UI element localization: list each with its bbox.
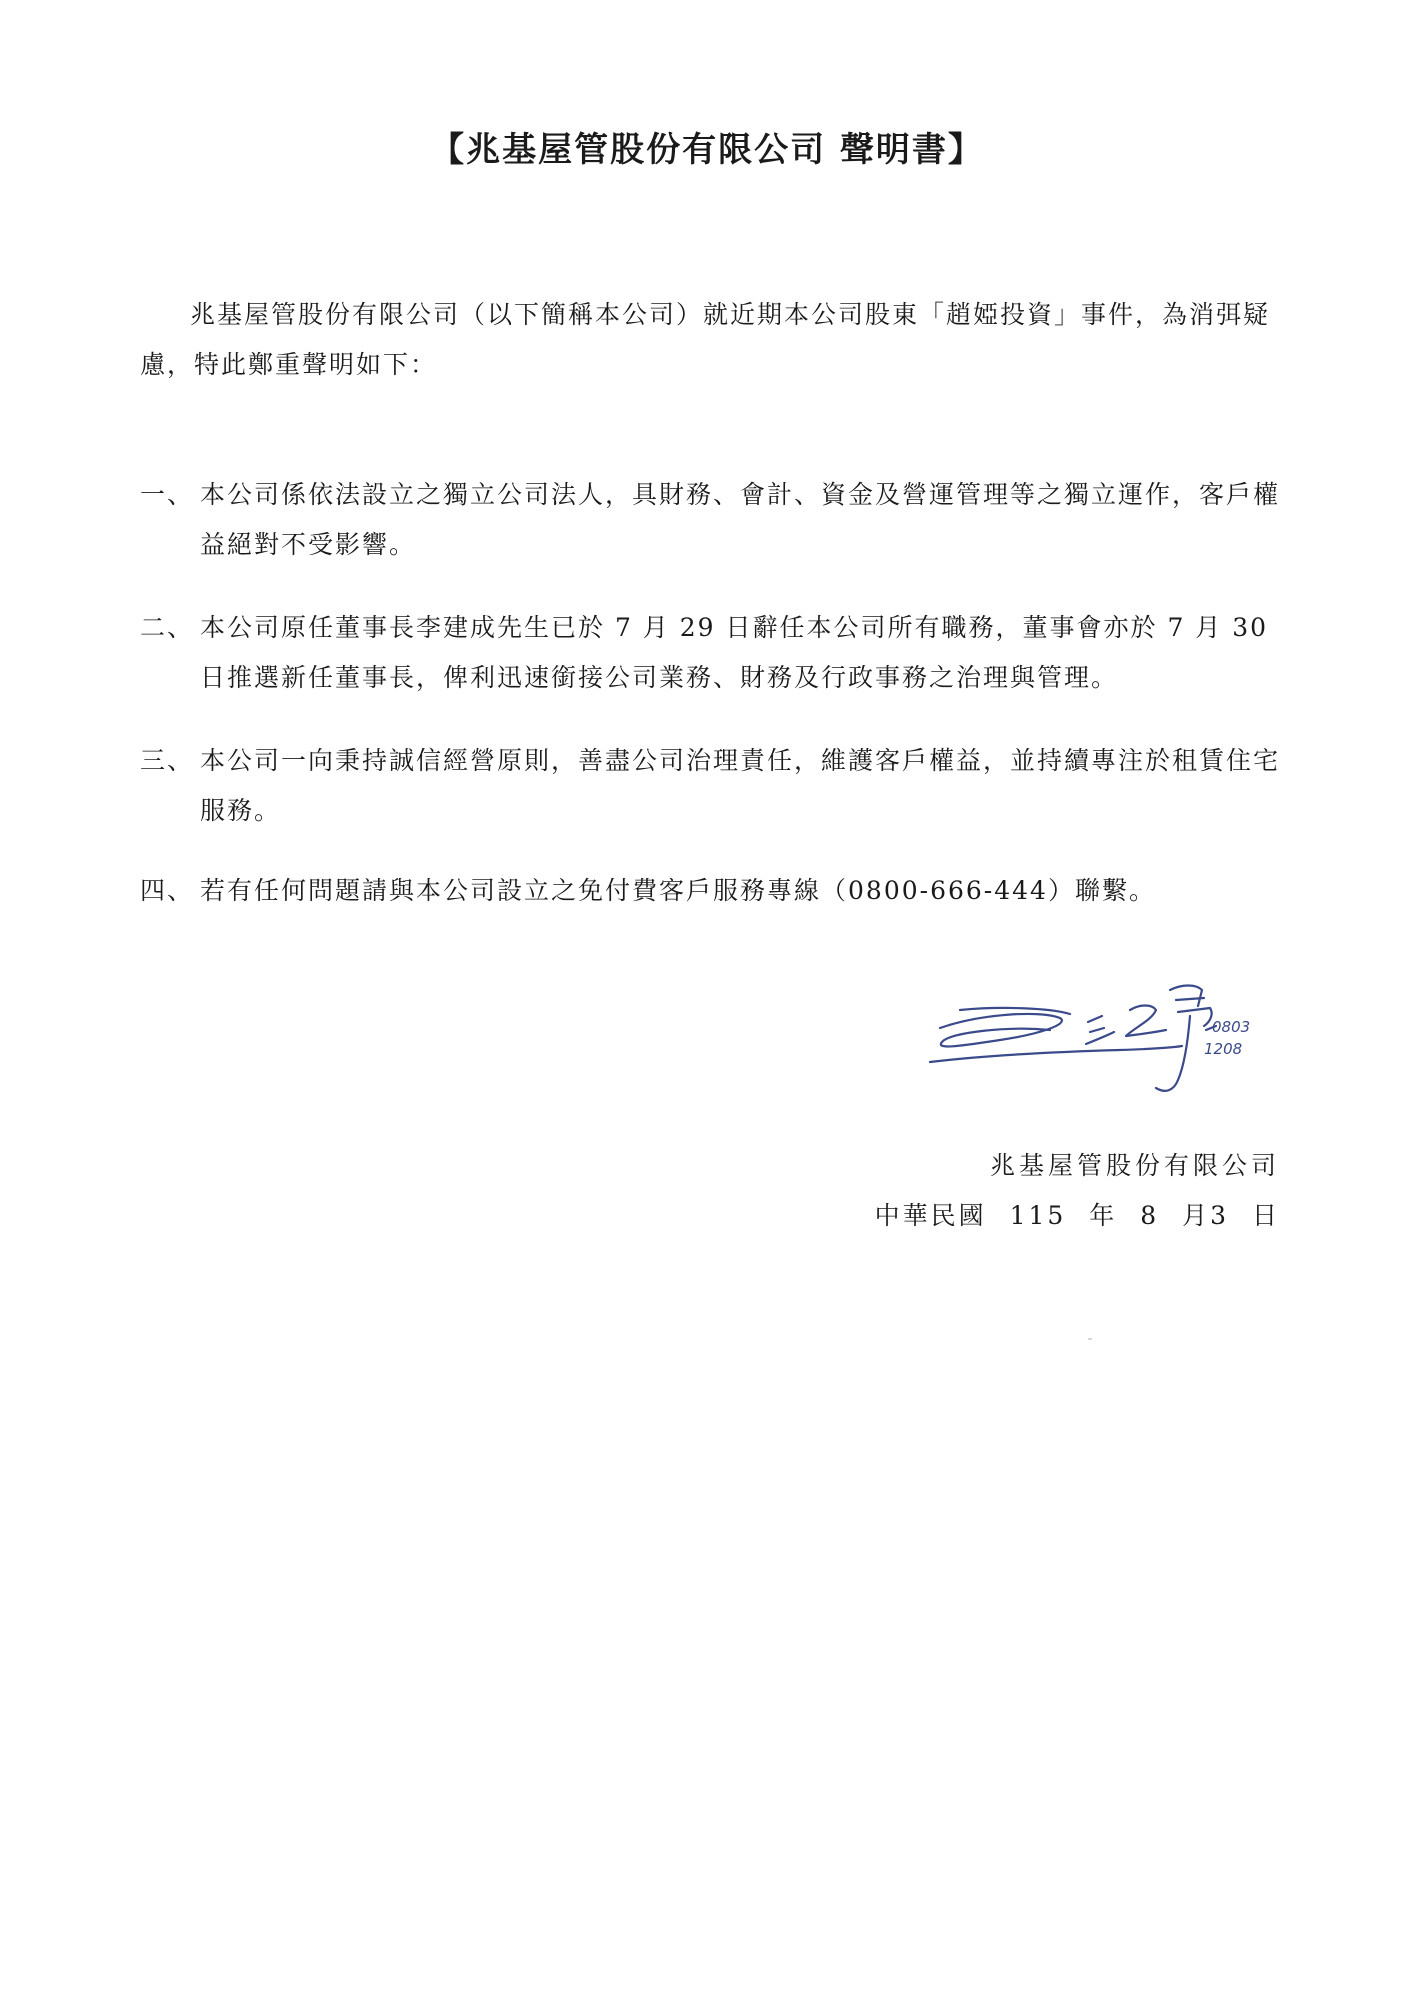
clause-number: 二、 xyxy=(140,613,195,642)
signatory-company: 兆基屋管股份有限公司 xyxy=(989,1151,1280,1180)
clause-3 xyxy=(140,736,1280,836)
clause-text: 若有任何問題請與本公司設立之免付費客戶服務專線（0800-666-444）聯繫。 xyxy=(200,876,1156,905)
clause-text: 本公司原任董事長李建成先生已於 7 月 29 日辭任本公司所有職務，董事會亦於 7 月 30 日推選新任董事長，俾利迅速銜接公司業務、財務及行政事務之治理與管理。 xyxy=(200,613,1269,692)
clause-number: 一、 xyxy=(140,480,195,509)
handwritten-signature xyxy=(920,970,1280,1140)
signature-note-line-1: 0803 xyxy=(1212,1018,1251,1036)
scan-speck xyxy=(1088,1338,1092,1340)
clause-text: 本公司一向秉持誠信經營原則，善盡公司治理責任，維護客戶權益，並持續專注於租賃住宅服務。 xyxy=(200,746,1281,825)
clause-number: 三、 xyxy=(140,746,195,775)
date-month-unit: 月 xyxy=(1182,1201,1211,1230)
clause-number: 四、 xyxy=(140,876,195,905)
clause-1 xyxy=(140,470,1280,570)
date-day: 3 xyxy=(1210,1201,1230,1230)
intro-paragraph: 兆基屋管股份有限公司（以下簡稱本公司）就近期本公司股東「趙婭投資」事件，為消弭疑慮，特此鄭重聲明如下： xyxy=(140,300,1271,379)
date-day-unit: 日 xyxy=(1251,1201,1280,1230)
clause-4 xyxy=(140,866,1280,916)
clause-text: 本公司係依法設立之獨立公司法人，具財務、會計、資金及營運管理等之獨立運作，客戶權益絕對不受影響。 xyxy=(200,480,1281,559)
document-title: 【兆基屋管股份有限公司 聲明書】 xyxy=(430,130,984,170)
signature-note-line-2: 1208 xyxy=(1204,1040,1243,1058)
date-month: 8 xyxy=(1140,1201,1160,1230)
clause-2 xyxy=(140,603,1280,703)
date-era: 中華民國 xyxy=(874,1201,987,1230)
signing-date xyxy=(875,1196,1280,1232)
date-year-unit: 年 xyxy=(1089,1201,1118,1230)
date-year: 115 xyxy=(1009,1201,1067,1230)
